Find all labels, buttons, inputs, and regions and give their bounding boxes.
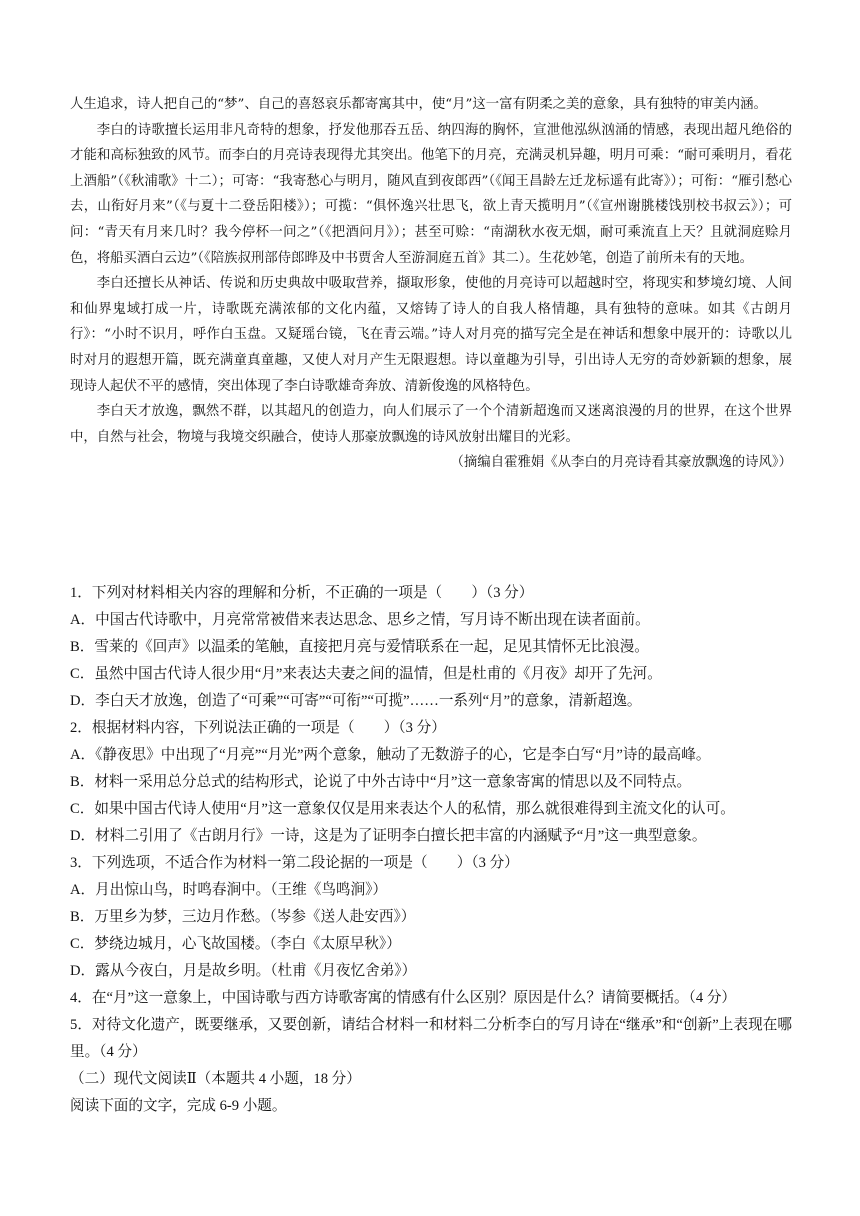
section-instruction: 阅读下面的文字，完成 6-9 小题。 — [70, 1098, 287, 1114]
question-stem: 1．下列对材料相关内容的理解和分析，不正确的一项是（ ）（3 分） — [70, 585, 534, 601]
question-option: C．虽然中国古代诗人很少用“月”来表达夫妻之间的温情，但是杜甫的《月夜》却开了先河。 — [70, 666, 662, 682]
passage-paragraph: 李白还擅长从神话、传说和历史典故中吸取营养，撷取形象，使他的月亮诗可以超越时空，将现实和梦境幻境、人间和仙界鬼域打成一片，诗歌既充满浓郁的文化内蕴，又熔铸了诗人的自我人格情趣，具有独特的意味。如其《古朗月行》：“小时不识月，呼作白玉盘。又疑瑶台镜，飞在青云端。”诗人对月亮的描写完全是在神话和想象中展开的：诗歌以儿时对月的遐想开篇，既充满童真童趣，又使人对月产生无限遐想。诗以童趣为引导，引出诗人无穷的奇妙新颖的想象，展现诗人起伏不平的感情，突出体现了李白诗歌雄奇奔放、清新俊逸的风格特色。 — [70, 276, 792, 394]
passage-paragraph: 李白天才放逸，飘然不群，以其超凡的创造力，向人们展示了一个个清新超逸而又迷离浪漫的月的世界，在这个世界中，自然与社会，物境与我境交织融合，使诗人那豪放飘逸的诗风放射出耀目的光彩。 — [70, 404, 792, 445]
question-stem: 5．对待文化遗产，既要继承，又要创新，请结合材料一和材料二分析李白的写月诗在“继承”和“创新”上表现在哪里。（4 分） — [70, 1017, 792, 1060]
question-option: C．如果中国古代诗人使用“月”这一意象仅仅是用来表达个人的私情，那么就很难得到主流文化的认可。 — [70, 801, 735, 817]
question-stem: 2．根据材料内容，下列说法正确的一项是（ ）（3 分） — [70, 720, 446, 736]
reading-passage — [70, 92, 792, 476]
question-option: D．露从今夜白，月是故乡明。（杜甫《月夜忆舍弟》） — [70, 963, 417, 979]
passage-paragraph-continued: 人生追求，诗人把自己的“梦”、自己的喜怒哀乐都寄寓其中，使“月”这一富有阴柔之美的意象，具有独特的审美内涵。 — [70, 97, 767, 112]
passage-paragraph: 李白的诗歌擅长运用非凡奇特的想象，抒发他那吞五岳、纳四海的胸怀，宣泄他泓纵汹涌的情感，表现出超凡绝俗的才能和高标独致的风节。而李白的月亮诗表现得尤其突出。他笔下的月亮，充满灵机异趣，明月可乘：“耐可乘明月，看花上酒船”（《秋浦歌》十二）；可寄：“我寄愁心与明月，随风直到夜郎西”（《闻王昌龄左迁龙标遥有此寄》）；可衔：“雁引愁心去，山衔好月来”（《与夏十二登岳阳楼》）；可揽：“俱怀逸兴壮思飞，欲上青天揽明月”（《宣州谢朓楼饯别校书叔云》）；可问：“青天有月来几时？我今停杯一问之”（《把酒问月》）；甚至可赊：“南湖秋水夜无烟，耐可乘流直上天？且就洞庭赊月色，将船买酒白云边”（《陪族叔刑部侍郎晔及中书贾舍人至游洞庭五首》其二）。生花妙笔，创造了前所未有的天地。 — [70, 122, 792, 266]
section-heading: （二）现代文阅读Ⅱ（本题共 4 小题，18 分） — [70, 1071, 361, 1087]
question-option: A．月出惊山鸟，时鸣春涧中。（王维《鸟鸣涧》） — [70, 882, 388, 898]
question-option: D．李白天才放逸，创造了“可乘”“可寄”“可衔”“可揽”……一系列“月”的意象，清新超逸。 — [70, 693, 642, 709]
question-option: A．中国古代诗歌中，月亮常常被借来表达思念、思乡之情，写月诗不断出现在读者面前。 — [70, 612, 650, 628]
question-list — [70, 580, 792, 1120]
question-stem: 4．在“月”这一意象上，中国诗歌与西方诗歌寄寓的情感有什么区别？原因是什么？请简要概括。（4 分） — [70, 990, 737, 1006]
question-option: B．雪莱的《回声》以温柔的笔触，直接把月亮与爱情联系在一起，足见其情怀无比浪漫。 — [70, 639, 649, 655]
question-option: C．梦绕边城月，心飞故国楼。（李白《太原早秋》） — [70, 936, 401, 952]
question-option: B．万里乡为梦，三边月作愁。（岑参《送人赴安西》） — [70, 909, 416, 925]
question-option: A．《静夜思》中出现了“月亮”“月光”两个意象，触动了无数游子的心，它是李白写“月”诗的最高峰。 — [70, 747, 711, 763]
question-option: D．材料二引用了《古朗月行》一诗，这是为了证明李白擅长把丰富的内涵赋予“月”这一典型意象。 — [70, 828, 707, 844]
question-option: B．材料一采用总分总式的结构形式，论说了中外古诗中“月”这一意象寄寓的情思以及不同特点。 — [70, 774, 692, 790]
question-stem: 3．下列选项，不适合作为材料一第二段论据的一项是（ ）（3 分） — [70, 855, 519, 871]
passage-source-citation: （摘编自霍雅娟《从李白的月亮诗看其豪放飘逸的诗风》） — [450, 455, 792, 471]
